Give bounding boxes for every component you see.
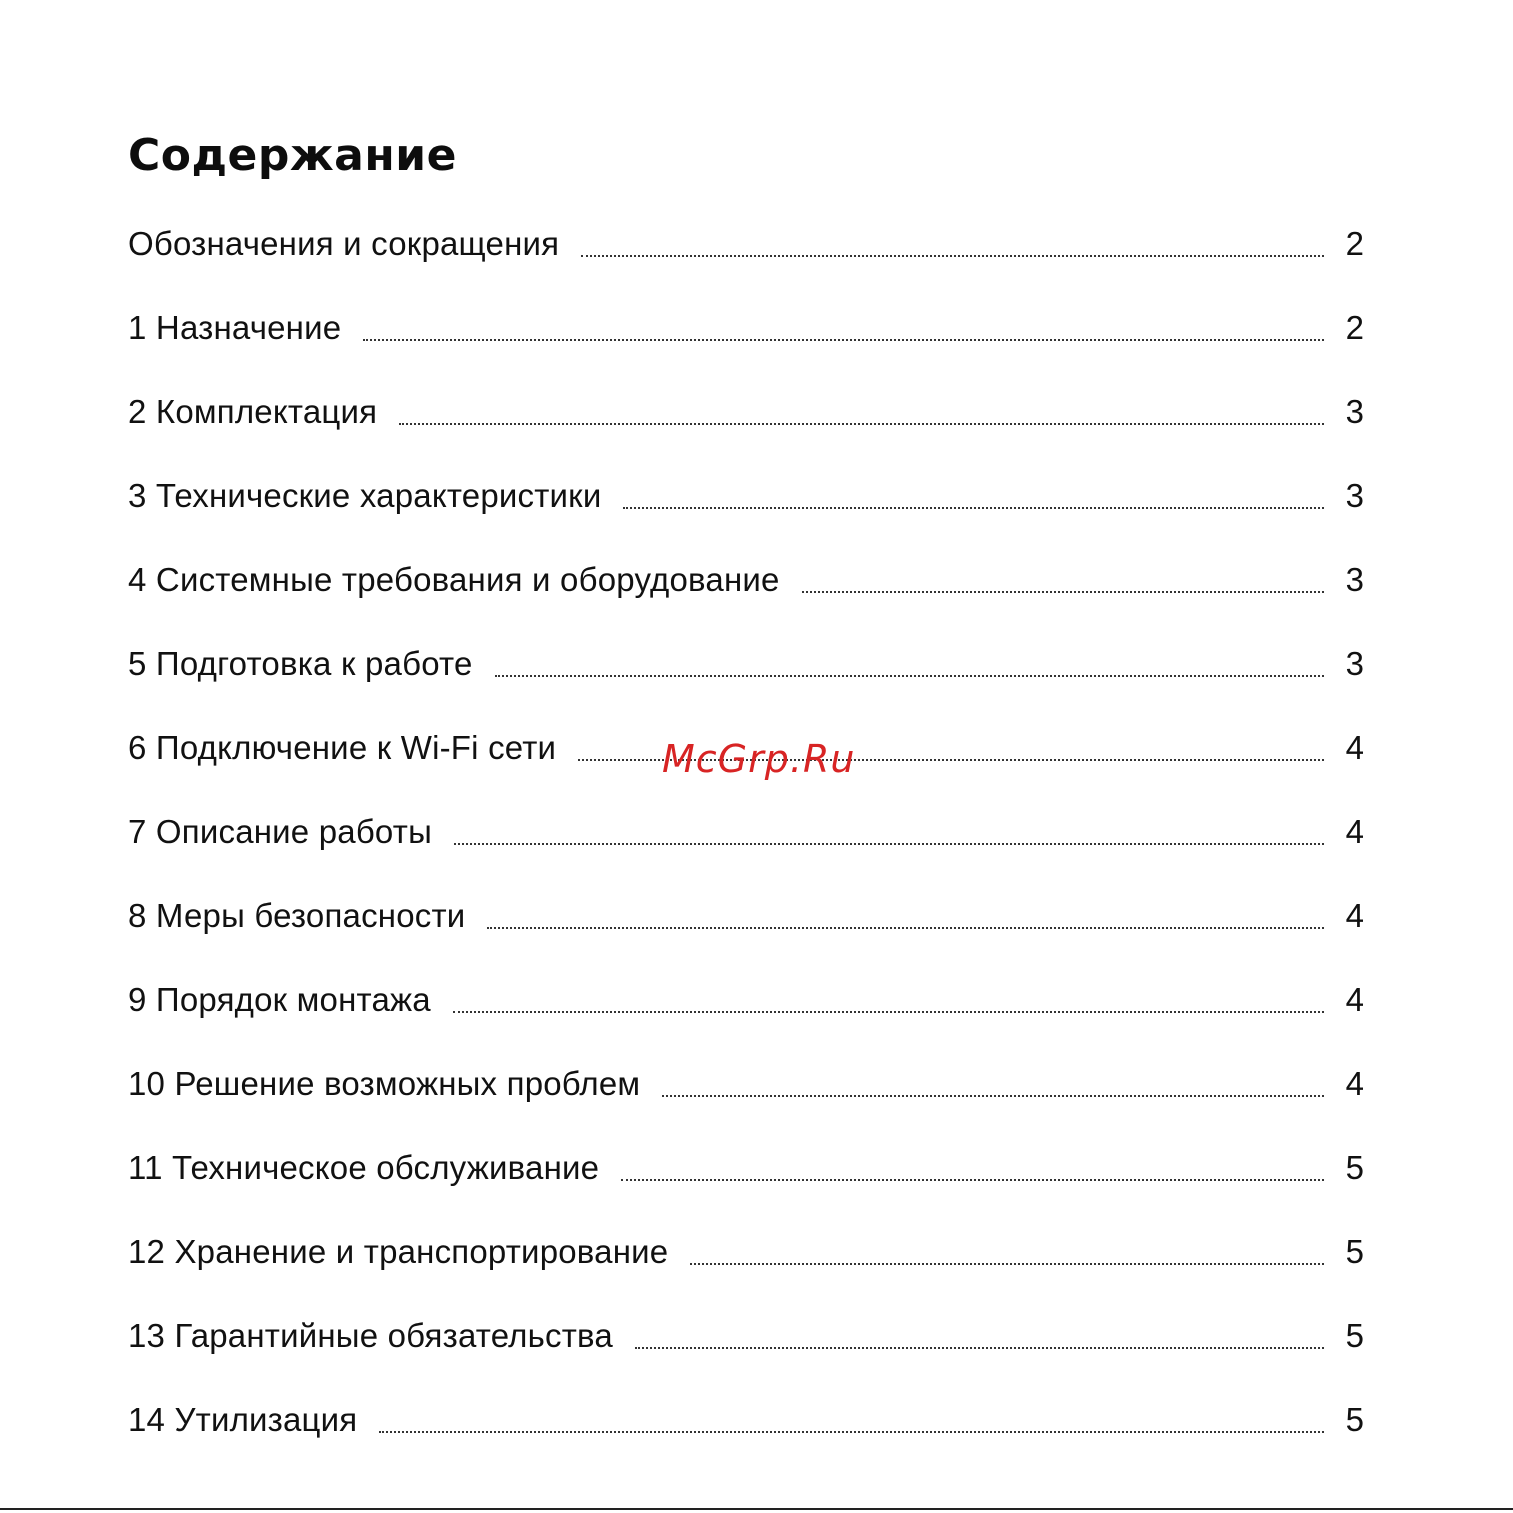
toc-entry-title: 13 Гарантийные обязательства — [128, 1317, 613, 1354]
toc-entry-10[interactable] — [128, 1054, 1364, 1138]
dot-leader — [363, 339, 1324, 341]
dot-leader — [487, 927, 1324, 929]
toc-entry-page: 4 — [1345, 813, 1364, 850]
dot-leader — [495, 675, 1324, 677]
toc-entry-page: 3 — [1345, 393, 1364, 430]
toc-entry-4[interactable] — [128, 550, 1364, 634]
toc-entry-page: 4 — [1345, 729, 1364, 766]
toc-entry-title: 4 Системные требования и оборудование — [128, 561, 780, 598]
toc-entry-page: 5 — [1345, 1149, 1364, 1186]
dot-leader — [454, 843, 1324, 845]
dot-leader — [581, 255, 1324, 257]
table-of-contents — [128, 214, 1364, 1474]
toc-entry-title: 9 Порядок монтажа — [128, 981, 431, 1018]
toc-entry-abbreviations[interactable] — [128, 214, 1364, 298]
toc-entry-title: 12 Хранение и транспортирование — [128, 1233, 669, 1270]
toc-entry-title: 8 Меры безопасности — [128, 897, 466, 934]
toc-entry-3[interactable] — [128, 466, 1364, 550]
toc-entry-page: 2 — [1345, 225, 1364, 262]
dot-leader — [453, 1011, 1324, 1013]
toc-entry-page: 5 — [1345, 1317, 1364, 1354]
watermark: McGrp.Ru — [662, 737, 856, 781]
toc-entry-title: Обозначения и сокращения — [128, 225, 560, 262]
toc-entry-title: 6 Подключение к Wi-Fi сети — [128, 729, 557, 766]
dot-leader — [690, 1263, 1324, 1265]
dot-leader — [635, 1347, 1324, 1349]
toc-entry-title: 2 Комплектация — [128, 393, 378, 430]
toc-entry-title: 7 Описание работы — [128, 813, 432, 850]
toc-entry-1[interactable] — [128, 298, 1364, 382]
toc-entry-12[interactable] — [128, 1222, 1364, 1306]
toc-entry-title: 5 Подготовка к работе — [128, 645, 473, 682]
toc-entry-page: 4 — [1345, 897, 1364, 934]
toc-entry-title: 1 Назначение — [128, 309, 342, 346]
toc-entry-7[interactable] — [128, 802, 1364, 886]
toc-entry-page: 3 — [1345, 561, 1364, 598]
toc-entry-14[interactable] — [128, 1390, 1364, 1474]
toc-entry-8[interactable] — [128, 886, 1364, 970]
dot-leader — [578, 759, 1324, 761]
toc-entry-page: 5 — [1345, 1233, 1364, 1270]
toc-entry-5[interactable] — [128, 634, 1364, 718]
dot-leader — [399, 423, 1324, 425]
bottom-divider — [0, 1508, 1513, 1510]
toc-entry-page: 5 — [1345, 1401, 1364, 1438]
toc-entry-page: 2 — [1345, 309, 1364, 346]
toc-entry-page: 4 — [1345, 1065, 1364, 1102]
dot-leader — [379, 1431, 1324, 1433]
dot-leader — [621, 1179, 1324, 1181]
dot-leader — [623, 507, 1324, 509]
toc-entry-page: 3 — [1345, 477, 1364, 514]
toc-entry-2[interactable] — [128, 382, 1364, 466]
toc-entry-page: 4 — [1345, 981, 1364, 1018]
dot-leader — [802, 591, 1324, 593]
toc-entry-13[interactable] — [128, 1306, 1364, 1390]
toc-entry-9[interactable] — [128, 970, 1364, 1054]
page-title: Содержание — [128, 130, 457, 181]
toc-entry-page: 3 — [1345, 645, 1364, 682]
toc-entry-title: 14 Утилизация — [128, 1401, 358, 1438]
toc-entry-11[interactable] — [128, 1138, 1364, 1222]
toc-entry-6[interactable] — [128, 718, 1364, 802]
dot-leader — [662, 1095, 1324, 1097]
toc-entry-title: 10 Решение возможных проблем — [128, 1065, 641, 1102]
toc-entry-title: 3 Технические характеристики — [128, 477, 602, 514]
toc-entry-title: 11 Техническое обслуживание — [128, 1149, 600, 1186]
